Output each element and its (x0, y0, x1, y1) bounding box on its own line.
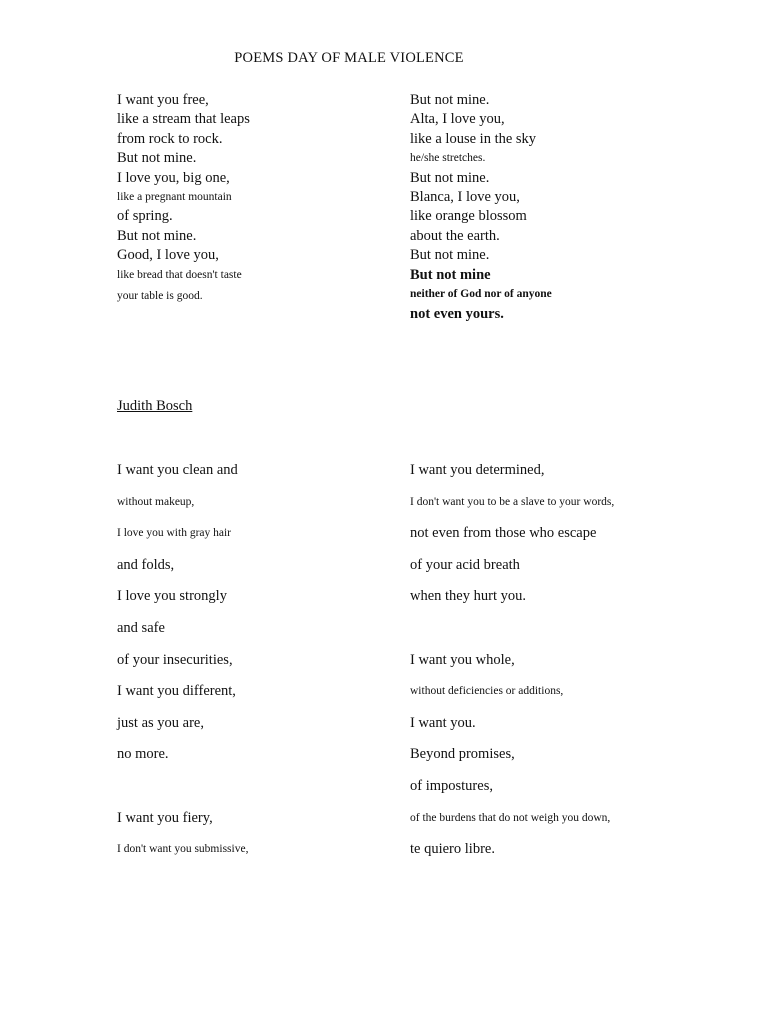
poem-line: like a pregnant mountain (117, 190, 232, 203)
poem-line: not even yours. (410, 306, 504, 323)
page-title: POEMS DAY OF MALE VIOLENCE (234, 50, 464, 66)
poem1-left-column (117, 91, 250, 306)
poem-line: I love you, big one, (117, 169, 230, 186)
poem-line: not even from those who escape (410, 525, 597, 542)
author-name: Judith Bosch (117, 398, 193, 414)
poem-line: I want you. (410, 714, 476, 731)
poem-line: neither of God nor of anyone (410, 287, 552, 300)
poem-line: I want you free, (117, 92, 209, 108)
stanza-gap (117, 771, 248, 803)
poem-line: without makeup, (117, 495, 195, 508)
poem-line: and folds, (117, 556, 175, 573)
poem-line: of impostures, (410, 777, 493, 794)
poem-line: your table is good. (117, 289, 203, 302)
poem-line: Beyond promises, (410, 746, 515, 763)
poem1-right-column (410, 91, 552, 325)
poem-line: like bread that doesn't taste (117, 268, 242, 281)
poem-line: like a stream that leaps (117, 111, 250, 128)
poem-line: Alta, I love you, (410, 111, 505, 128)
poem-line: no more. (117, 746, 169, 763)
poem-line: of spring. (117, 208, 173, 225)
poem-line: I want you different, (117, 683, 236, 700)
poem-line: and safe (117, 619, 165, 636)
poem-line: he/she stretches. (410, 152, 486, 165)
poem-line: just as you are, (117, 714, 204, 731)
stanza-gap (410, 613, 614, 645)
poem-line: when they hurt you. (410, 588, 526, 605)
poem2-right-column (410, 455, 614, 866)
poem-line: of the burdens that do not weigh you down, (410, 811, 611, 824)
poem-line: I don't want you submissive, (117, 843, 249, 856)
poem-line: I don't want you to be a slave to your words, (410, 495, 615, 508)
poem-line: like a louse in the sky (410, 130, 537, 147)
poem-line: I want you clean and (117, 462, 238, 478)
poem-line: But not mine. (410, 169, 490, 186)
poem-line: I want you fiery, (117, 809, 213, 826)
poem-line: But not mine. (410, 92, 490, 108)
poem-line: But not mine. (117, 227, 197, 244)
poem-line: I love you strongly (117, 588, 227, 605)
poem-line: I want you determined, (410, 462, 545, 478)
poem-line: like orange blossom (410, 208, 527, 225)
poem-line: But not mine. (117, 150, 197, 167)
poem-line: Good, I love you, (117, 247, 219, 264)
poem-line: I love you with gray hair (117, 527, 232, 540)
poem-line: te quiero libre. (410, 841, 495, 858)
poem-line: from rock to rock. (117, 130, 223, 147)
poem-line: But not mine. (410, 247, 490, 264)
poem-line: without deficiencies or additions, (410, 685, 564, 698)
poem-line: about the earth. (410, 227, 500, 244)
poem-line: Blanca, I love you, (410, 188, 520, 205)
poem-line: of your insecurities, (117, 651, 233, 668)
poem-line: of your acid breath (410, 556, 520, 573)
poem-line: I want you whole, (410, 651, 515, 668)
poem-line: But not mine (410, 266, 491, 283)
poem2-left-column (117, 455, 248, 866)
